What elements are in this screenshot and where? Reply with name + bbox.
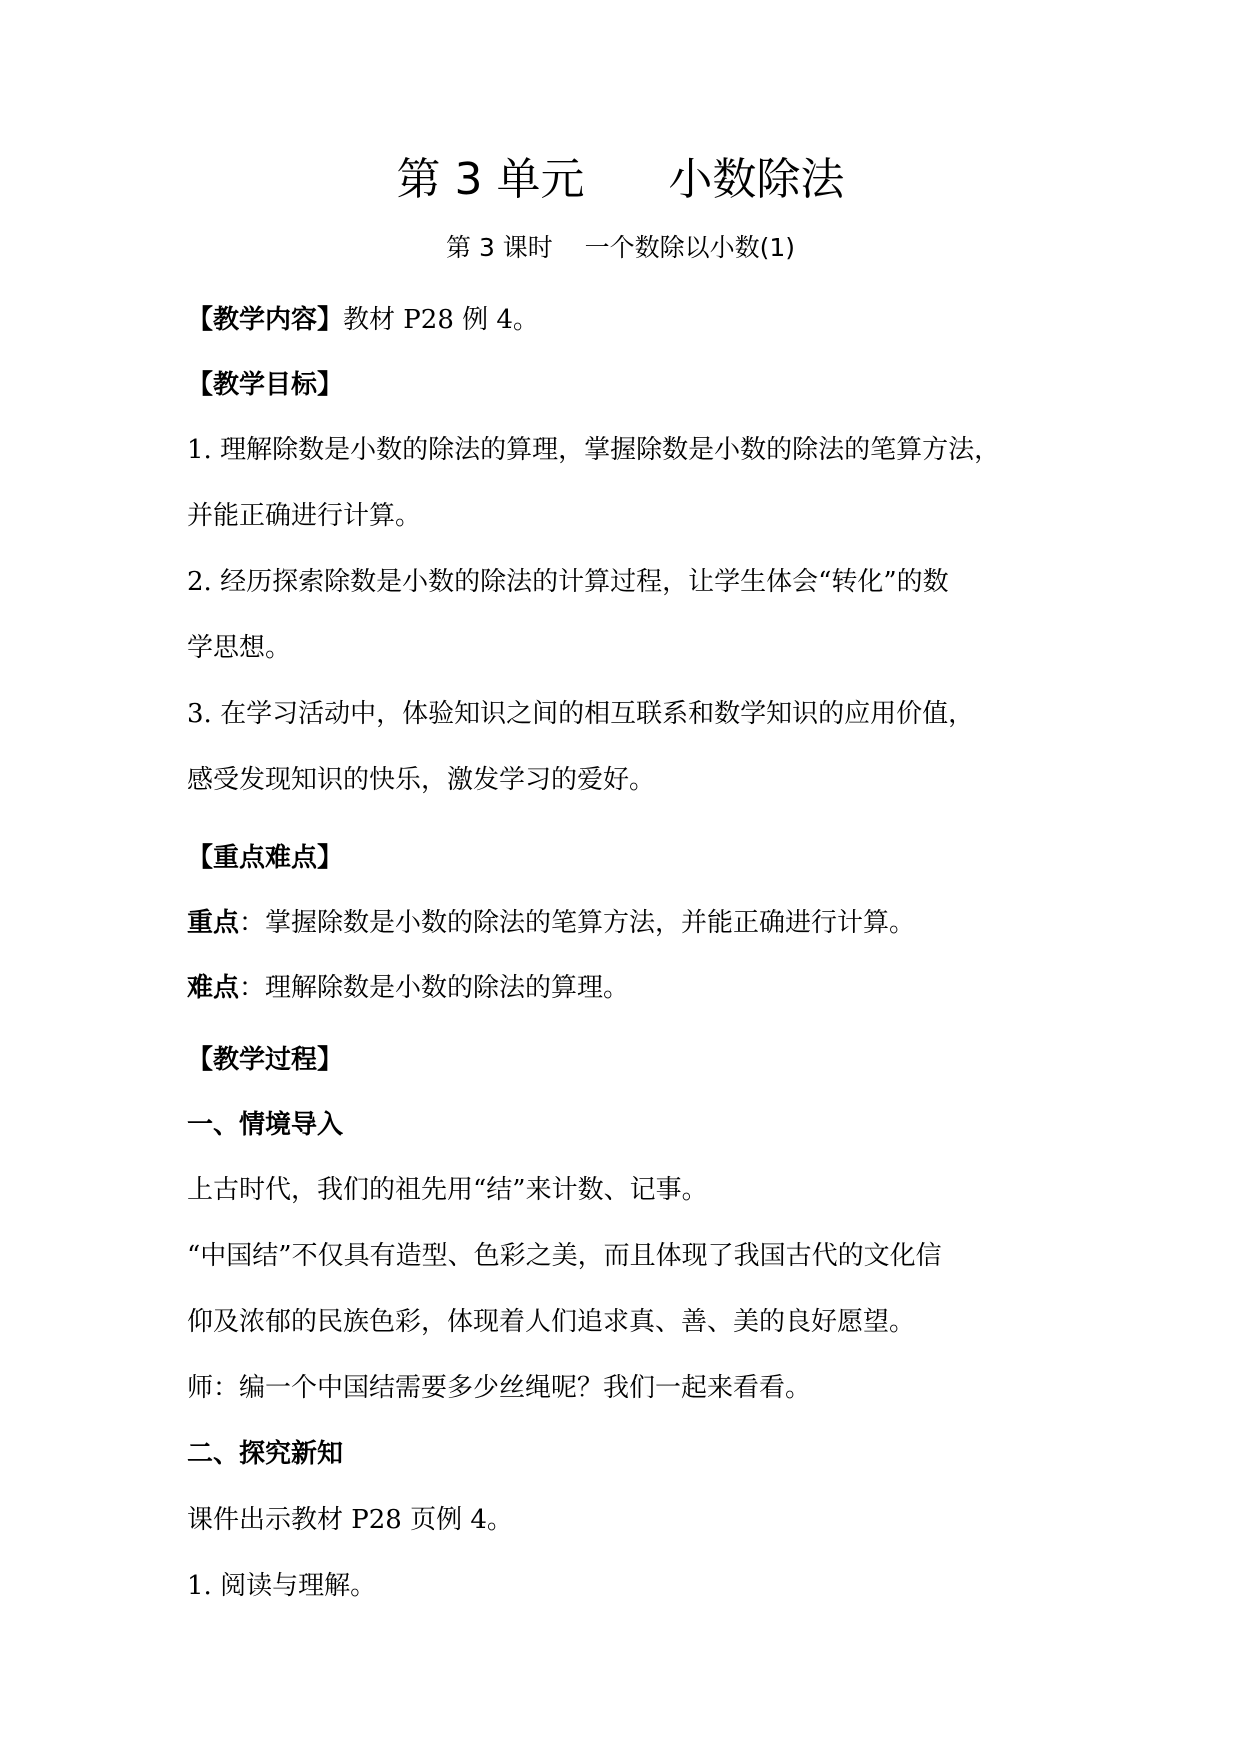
page-title: 第 3 单元 小数除法 bbox=[396, 154, 845, 205]
difficulty-label: 难点 bbox=[187, 973, 240, 1003]
teaching-content-label: 【教学内容】 bbox=[187, 305, 344, 335]
section-heading-intro: 一、情境导入 bbox=[187, 1110, 344, 1140]
intro-line: 仰及浓郁的民族色彩，体现着人们追求真、善、美的良好愿望。 bbox=[187, 1307, 916, 1337]
key-point-line bbox=[187, 903, 1087, 943]
intro-line: “中国结”不仅具有造型、色彩之美，而且体现了我国古代的文化信 bbox=[187, 1241, 942, 1271]
objective-line: 1. 理解除数是小数的除法的算理，掌握除数是小数的除法的笔算方法， bbox=[187, 435, 1001, 465]
lesson-subtitle: 第 3 课时 一个数除以小数(1) bbox=[446, 233, 795, 262]
key-point-text: ：掌握除数是小数的除法的笔算方法，并能正确进行计算。 bbox=[239, 908, 916, 938]
key-point-label: 重点 bbox=[187, 908, 240, 938]
section-heading-explore: 二、探究新知 bbox=[187, 1439, 344, 1469]
key-points-heading: 【重点难点】 bbox=[187, 843, 344, 873]
objective-line: 3. 在学习活动中，体验知识之间的相互联系和数学知识的应用价值， bbox=[187, 699, 975, 729]
intro-line: 上古时代，我们的祖先用“结”来计数、记事。 bbox=[187, 1175, 708, 1205]
teaching-content-text: 教材 P28 例 4。 bbox=[343, 305, 539, 335]
process-heading: 【教学过程】 bbox=[187, 1045, 344, 1075]
teaching-content-line bbox=[187, 300, 1087, 340]
explore-line: 1. 阅读与理解。 bbox=[187, 1571, 377, 1601]
explore-line: 课件出示教材 P28 页例 4。 bbox=[187, 1505, 513, 1535]
intro-line: 师：编一个中国结需要多少丝绳呢？我们一起来看看。 bbox=[187, 1373, 812, 1403]
objective-line: 学思想。 bbox=[187, 633, 292, 663]
objectives-heading: 【教学目标】 bbox=[187, 370, 344, 400]
objective-line: 并能正确进行计算。 bbox=[187, 501, 422, 531]
objective-line: 2. 经历探索除数是小数的除法的计算过程，让学生体会“转化”的数 bbox=[187, 567, 949, 597]
difficulty-line bbox=[187, 968, 1087, 1008]
objective-line: 感受发现知识的快乐，激发学习的爱好。 bbox=[187, 765, 656, 795]
difficulty-text: ：理解除数是小数的除法的算理。 bbox=[239, 973, 630, 1003]
